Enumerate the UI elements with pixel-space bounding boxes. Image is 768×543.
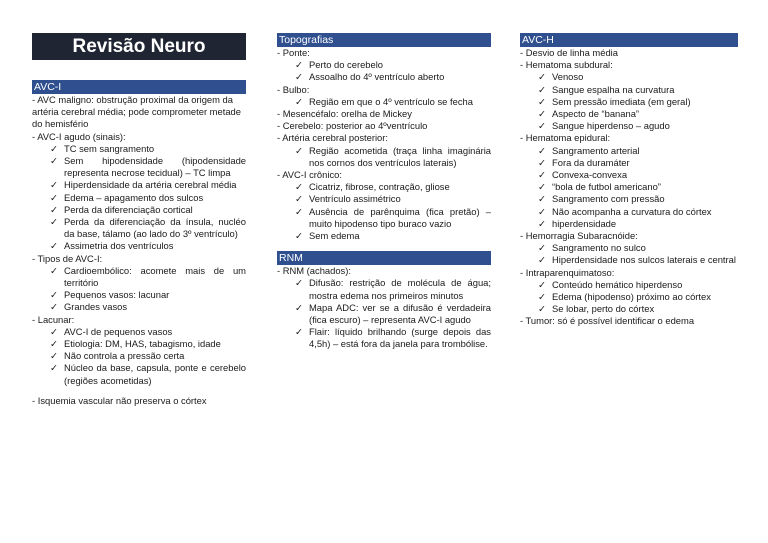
checklist-item-text: Núcleo da base, capsula, ponte e cerebelo (regiões acometidas) bbox=[64, 362, 246, 386]
checklist-item-text: Cardioembólico: acomete mais de um território bbox=[64, 264, 246, 289]
check-icon: ✓ bbox=[538, 291, 546, 303]
list-heading: - AVC-I agudo (sinais): bbox=[32, 130, 126, 142]
check-icon: ✓ bbox=[538, 303, 546, 315]
check-icon: ✓ bbox=[50, 155, 58, 167]
checklist-item bbox=[277, 181, 491, 193]
check-icon: ✓ bbox=[538, 120, 546, 132]
checklist-item-text: TC sem sangramento bbox=[64, 142, 155, 154]
check-icon: ✓ bbox=[50, 240, 58, 252]
checklist-item bbox=[520, 242, 738, 254]
check-icon: ✓ bbox=[538, 254, 546, 266]
check-icon: ✓ bbox=[295, 301, 303, 313]
check-icon: ✓ bbox=[538, 278, 546, 290]
check-icon: ✓ bbox=[295, 144, 303, 156]
checklist-item bbox=[520, 206, 738, 218]
check-icon: ✓ bbox=[538, 217, 546, 229]
checklist-item-text: Flair: líquido brilhando (surge depois das 4,5h) – está fora da janela para trombólise. bbox=[309, 326, 491, 350]
check-icon: ✓ bbox=[50, 289, 58, 301]
check-icon: ✓ bbox=[538, 95, 546, 107]
checklist-item bbox=[277, 193, 491, 205]
check-icon: ✓ bbox=[538, 144, 546, 156]
checklist-item bbox=[32, 216, 246, 240]
section-header-topografias: Topografias bbox=[277, 33, 491, 47]
topografias-list bbox=[277, 47, 491, 242]
check-icon: ✓ bbox=[538, 205, 546, 217]
checklist-item bbox=[277, 96, 491, 108]
check-icon: ✓ bbox=[50, 142, 58, 154]
check-icon: ✓ bbox=[50, 350, 58, 362]
check-icon: ✓ bbox=[295, 326, 303, 338]
checklist-item-text: Assoalho do 4º ventrículo aberto bbox=[309, 71, 445, 83]
checklist-item bbox=[520, 291, 738, 303]
check-icon: ✓ bbox=[295, 193, 303, 205]
check-icon: ✓ bbox=[295, 71, 303, 83]
avc-i-list bbox=[32, 94, 246, 407]
check-icon: ✓ bbox=[295, 205, 303, 217]
check-icon: ✓ bbox=[538, 169, 546, 181]
checklist-item-text: Sangue hiperdenso – agudo bbox=[552, 120, 670, 132]
list-heading: - RNM (achados): bbox=[277, 265, 351, 277]
checklist-item bbox=[32, 350, 246, 362]
list-heading: - Hemorragia Subaracnóide: bbox=[520, 230, 638, 242]
checklist-item bbox=[520, 303, 738, 315]
checklist-item-text: Assimetria dos ventrículos bbox=[64, 240, 174, 252]
list-heading: - Mesencéfalo: orelha de Mickey bbox=[277, 108, 412, 120]
check-icon: ✓ bbox=[538, 83, 546, 95]
checklist-item-text: Difusão: restrição de molécula de água; mostra edema nos primeiros minutos bbox=[309, 277, 491, 301]
checklist-item bbox=[32, 179, 246, 191]
check-icon: ✓ bbox=[295, 230, 303, 242]
checklist-item bbox=[32, 326, 246, 338]
spacer bbox=[32, 387, 246, 395]
checklist-item-text: Conteúdo hemático hiperdenso bbox=[552, 278, 683, 290]
check-icon: ✓ bbox=[50, 191, 58, 203]
list-heading: - AVC-I crônico: bbox=[277, 169, 342, 181]
list-heading: - Hematoma subdural: bbox=[520, 59, 613, 71]
list-heading: - AVC maligno: obstrução proximal da origem da artéria cerebral média; pode comprometer metade do hemisfério bbox=[32, 94, 241, 130]
checklist-item-text: Região em que o 4º ventrículo se fecha bbox=[309, 95, 473, 107]
check-icon: ✓ bbox=[295, 95, 303, 107]
checklist-item bbox=[520, 279, 738, 291]
list-heading: - Lacunar: bbox=[32, 313, 75, 325]
column-avc-h bbox=[520, 33, 738, 328]
checklist-item bbox=[277, 230, 491, 242]
checklist-item bbox=[520, 157, 738, 169]
page-title: Revisão Neuro bbox=[32, 33, 246, 60]
column-topografias bbox=[277, 33, 491, 351]
checklist-item bbox=[277, 71, 491, 83]
checklist-item-text: Sem hipodensidade (hipodensidade representa necrose tecidual) – TC limpa bbox=[64, 155, 246, 179]
checklist-item-text: Sem pressão imediata (em geral) bbox=[552, 95, 691, 107]
check-icon: ✓ bbox=[538, 242, 546, 254]
checklist-item-text: “bola de futbol americano” bbox=[552, 181, 661, 193]
check-icon: ✓ bbox=[50, 338, 58, 350]
checklist-item bbox=[277, 302, 491, 326]
checklist-item bbox=[32, 289, 246, 301]
list-heading: - Desvio de linha média bbox=[520, 47, 618, 58]
check-icon: ✓ bbox=[295, 59, 303, 71]
checklist-item-text: Fora da duramáter bbox=[552, 156, 630, 168]
checklist-item bbox=[32, 204, 246, 216]
checklist-item-text: Hiperdensidade da artéria cerebral média bbox=[64, 179, 237, 191]
checklist-item-text: Mapa ADC: ver se a difusão é verdadeira (fica escuro) – representa AVC-I agudo bbox=[309, 301, 491, 326]
checklist-item-text: Pequenos vasos: lacunar bbox=[64, 289, 170, 301]
checklist-item bbox=[520, 169, 738, 181]
check-icon: ✓ bbox=[50, 362, 58, 374]
check-icon: ✓ bbox=[538, 181, 546, 193]
list-heading: - Bulbo: bbox=[277, 83, 310, 95]
rnm-list bbox=[277, 265, 491, 350]
check-icon: ✓ bbox=[538, 156, 546, 168]
checklist-item-text: Aspecto de “banana” bbox=[552, 108, 640, 120]
checklist-item-text: Região acometida (traça linha imaginária nos cornos dos ventrículos laterais) bbox=[309, 144, 491, 168]
checklist-item-text: Se lobar, perto do córtex bbox=[552, 303, 655, 315]
checklist-item-text: Cicatriz, fibrose, contração, gliose bbox=[309, 181, 450, 193]
list-heading: - Cerebelo: posterior ao 4ºventrículo bbox=[277, 120, 428, 132]
check-icon: ✓ bbox=[538, 193, 546, 205]
checklist-item bbox=[32, 192, 246, 204]
checklist-item bbox=[277, 277, 491, 301]
list-heading: - Intraparenquimatoso: bbox=[520, 266, 615, 278]
checklist-item-text: Perto do cerebelo bbox=[309, 59, 384, 71]
checklist-item bbox=[520, 120, 738, 132]
checklist-item-text: Sem edema bbox=[309, 230, 360, 242]
column-avc-i bbox=[32, 80, 246, 407]
checklist-item-text: Hiperdensidade nos sulcos laterais e central bbox=[552, 254, 736, 266]
checklist-item-text: Ausência de parênquima (fica pretão) – muito hipodenso tipo buraco vazio bbox=[309, 205, 491, 229]
checklist-item-text: Edema (hipodenso) próximo ao córtex bbox=[552, 291, 711, 303]
check-icon: ✓ bbox=[50, 325, 58, 337]
checklist-item bbox=[32, 301, 246, 313]
list-heading: - Ponte: bbox=[277, 47, 310, 58]
checklist-item bbox=[520, 96, 738, 108]
checklist-item-text: Grandes vasos bbox=[64, 301, 128, 313]
checklist-item-text: Ventrículo assimétrico bbox=[309, 193, 401, 205]
checklist-item-text: AVC-I de pequenos vasos bbox=[64, 325, 173, 337]
checklist-item bbox=[520, 193, 738, 205]
checklist-item-text: Venoso bbox=[552, 71, 584, 83]
checklist-item-text: Sangramento com pressão bbox=[552, 193, 665, 205]
check-icon: ✓ bbox=[295, 277, 303, 289]
check-icon: ✓ bbox=[50, 203, 58, 215]
check-icon: ✓ bbox=[50, 216, 58, 228]
section-header-avc-h: AVC-H bbox=[520, 33, 738, 47]
checklist-item-text: Sangramento no sulco bbox=[552, 242, 646, 254]
section-header-avc-i: AVC-I bbox=[32, 80, 246, 94]
check-icon: ✓ bbox=[295, 181, 303, 193]
checklist-item bbox=[520, 145, 738, 157]
checklist-item bbox=[32, 265, 246, 289]
list-heading: - Tumor: só é possível identificar o edema bbox=[520, 315, 695, 327]
checklist-item bbox=[32, 240, 246, 252]
checklist-item bbox=[277, 59, 491, 71]
list-heading: - Tipos de AVC-I: bbox=[32, 252, 103, 264]
checklist-item-text: Perda da diferenciação cortical bbox=[64, 203, 193, 215]
checklist-item-text: Sangue espalha na curvatura bbox=[552, 83, 675, 95]
checklist-item bbox=[277, 145, 491, 169]
avc-h-list bbox=[520, 47, 738, 328]
checklist-item bbox=[520, 71, 738, 83]
checklist-item bbox=[520, 181, 738, 193]
list-heading: - Isquemia vascular não preserva o córtex bbox=[32, 394, 207, 406]
check-icon: ✓ bbox=[538, 71, 546, 83]
checklist-item-text: Edema – apagamento dos sulcos bbox=[64, 191, 204, 203]
section-header-rnm: RNM bbox=[277, 251, 491, 265]
checklist-item bbox=[520, 84, 738, 96]
checklist-item-text: Perda da diferenciação da ínsula, nucléo da base, tálamo (ao lado do 3º ventrículo) bbox=[64, 216, 246, 240]
list-heading: - Artéria cerebral posterior: bbox=[277, 132, 388, 144]
checklist-item bbox=[520, 108, 738, 120]
checklist-item bbox=[520, 218, 738, 230]
check-icon: ✓ bbox=[50, 301, 58, 313]
checklist-item-text: Não controla a pressão certa bbox=[64, 350, 185, 362]
checklist-item bbox=[32, 338, 246, 350]
checklist-item-text: Etiologia: DM, HAS, tabagismo, idade bbox=[64, 338, 221, 350]
list-heading: - Hematoma epidural: bbox=[520, 132, 611, 144]
checklist-item bbox=[277, 326, 491, 350]
checklist-item bbox=[277, 206, 491, 230]
checklist-item-text: Não acompanha a curvatura do córtex bbox=[552, 205, 712, 217]
checklist-item-text: hiperdensidade bbox=[552, 217, 617, 229]
checklist-item bbox=[32, 143, 246, 155]
checklist-item bbox=[32, 362, 246, 386]
check-icon: ✓ bbox=[50, 179, 58, 191]
checklist-item bbox=[520, 254, 738, 266]
check-icon: ✓ bbox=[538, 108, 546, 120]
checklist-item-text: Convexa-convexa bbox=[552, 169, 628, 181]
checklist-item bbox=[32, 155, 246, 179]
check-icon: ✓ bbox=[50, 264, 58, 276]
checklist-item-text: Sangramento arterial bbox=[552, 144, 640, 156]
